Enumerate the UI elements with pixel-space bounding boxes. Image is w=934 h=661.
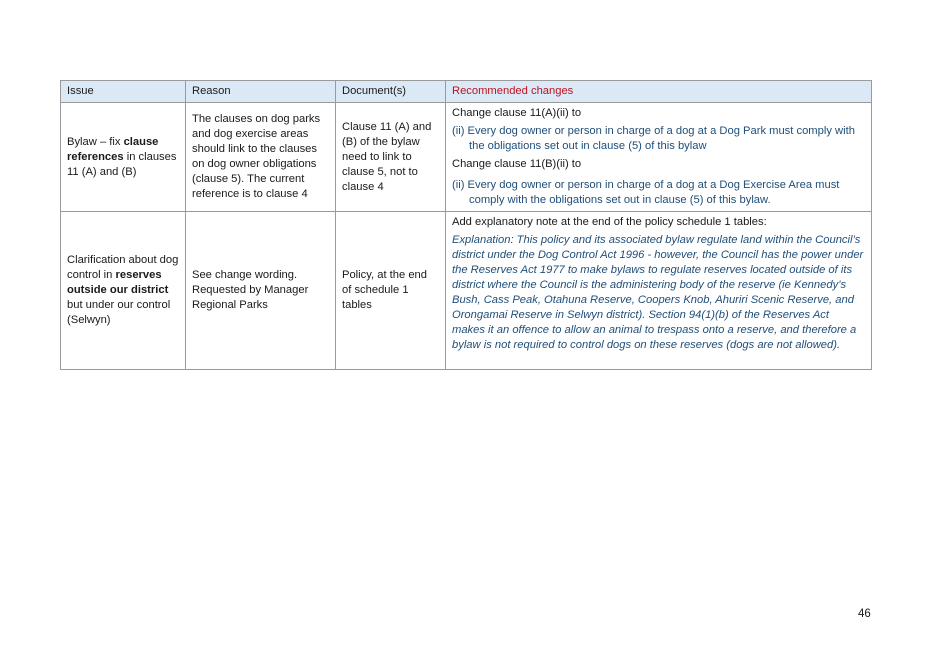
table-row — [61, 103, 872, 212]
changes-cell — [446, 103, 872, 212]
change-instruction: Change clause 11(B)(ii) to — [452, 158, 582, 170]
header-recommended-changes: Recommended changes — [446, 81, 872, 103]
explanatory-note: Explanation: This policy and its associated bylaw regulate land within the Council’s district under the Dog Control Act 1996 - however, the Council has the power under the Reserves Act 1977 to make bylaws to regulate reserves located outside of its district where the Council is the administering body of the reserve (ie Kennedy’s Bush, Cass Peak, Otahuna Reserve, Coopers Knob, Ahuriri Scenic Reserve, and Orongamai Reserve in Selwyn district). Section 94(1)(b) of the Reserves Act makes it an offence to allow an animal to trespass onto a reserve, and therefore a bylaw is not required to control dogs on these reserves (dogs are not allowed). — [452, 234, 864, 351]
issue-text: Bylaw – fix — [67, 135, 124, 148]
issue-emphasis: clause references — [67, 135, 159, 163]
header-reason: Reason — [186, 81, 336, 103]
documents-cell: Policy, at the end of schedule 1 tables — [336, 212, 446, 370]
change-text: (ii) Every dog owner or person in charge of a dog at a Dog Exercise Area must comply with the obligations set out in clause (5) of this bylaw. — [452, 179, 840, 206]
changes-cell — [446, 212, 872, 370]
header-issue: Issue — [61, 81, 186, 103]
issue-emphasis: reserves outside our district — [67, 269, 169, 296]
issue-text: Clarification about dog control in — [67, 254, 179, 281]
change-instruction: Add explanatory note at the end of the policy schedule 1 tables: — [452, 216, 767, 228]
reason-cell: The clauses on dog parks and dog exercise areas should link to the clauses on dog owner obligations (clause 5). The current reference is to clause 4 — [186, 103, 336, 212]
page-number: 46 — [858, 608, 871, 620]
issue-text: but under our control (Selwyn) — [67, 299, 171, 326]
header-documents: Document(s) — [336, 81, 446, 103]
change-text: (ii) Every dog owner or person in charge of a dog at a Dog Park must comply with the obligations set out in clause (5) of this bylaw — [452, 125, 855, 152]
table-row — [61, 212, 872, 370]
issue-text: in clauses 11 (A) and (B) — [67, 150, 177, 178]
issue-cell — [61, 212, 186, 370]
issue-cell — [61, 103, 186, 212]
change-instruction: Change clause 11(A)(ii) to — [452, 107, 582, 119]
recommended-changes-table — [60, 80, 872, 370]
documents-cell: Clause 11 (A) and (B) of the bylaw need to link to clause 5, not to clause 4 — [336, 103, 446, 212]
reason-cell: See change wording. Requested by Manager Regional Parks — [186, 212, 336, 370]
table-header-row — [61, 81, 872, 103]
